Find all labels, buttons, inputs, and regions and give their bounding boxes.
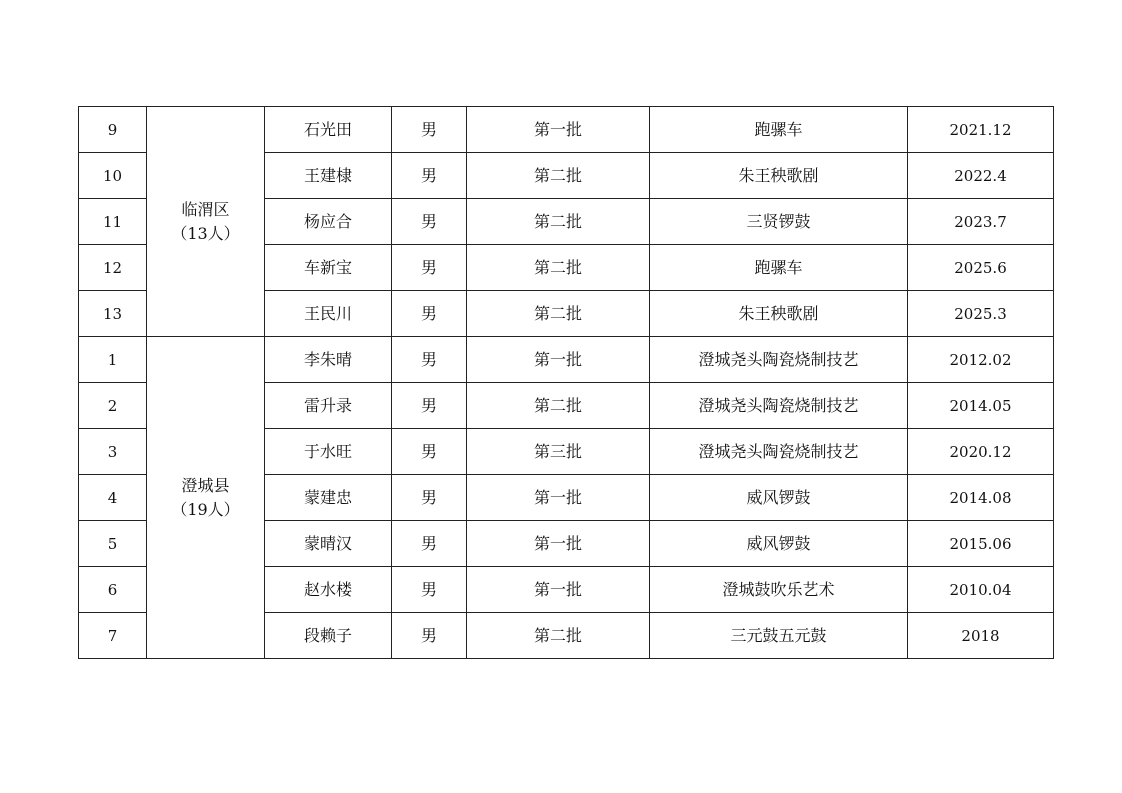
district-count: （13人） xyxy=(171,223,240,243)
row-number: 2 xyxy=(79,383,147,429)
gender: 男 xyxy=(392,337,467,383)
batch: 第一批 xyxy=(467,337,650,383)
gender: 男 xyxy=(392,199,467,245)
district-cell xyxy=(147,107,265,337)
gender: 男 xyxy=(392,153,467,199)
inheritor-name: 段赖子 xyxy=(265,613,392,659)
date: 2020.12 xyxy=(908,429,1054,475)
row-number: 12 xyxy=(79,245,147,291)
row-number: 7 xyxy=(79,613,147,659)
row-number: 10 xyxy=(79,153,147,199)
inheritor-name: 赵水楼 xyxy=(265,567,392,613)
inheritor-name: 李朱晴 xyxy=(265,337,392,383)
date: 2018 xyxy=(908,613,1054,659)
batch: 第二批 xyxy=(467,245,650,291)
inheritor-table xyxy=(78,106,1054,659)
batch: 第二批 xyxy=(467,291,650,337)
batch: 第二批 xyxy=(467,613,650,659)
row-number: 13 xyxy=(79,291,147,337)
batch: 第三批 xyxy=(467,429,650,475)
project: 威风锣鼓 xyxy=(650,521,908,567)
district-name: 临渭区 xyxy=(181,199,230,219)
date: 2015.06 xyxy=(908,521,1054,567)
inheritor-name: 王建棣 xyxy=(265,153,392,199)
project: 朱王秧歌剧 xyxy=(650,291,908,337)
inheritor-name: 雷升录 xyxy=(265,383,392,429)
project: 三元鼓五元鼓 xyxy=(650,613,908,659)
batch: 第二批 xyxy=(467,383,650,429)
batch: 第二批 xyxy=(467,153,650,199)
date: 2025.6 xyxy=(908,245,1054,291)
date: 2022.4 xyxy=(908,153,1054,199)
date: 2014.05 xyxy=(908,383,1054,429)
table-row xyxy=(79,337,1054,383)
inheritor-name: 石光田 xyxy=(265,107,392,153)
date: 2025.3 xyxy=(908,291,1054,337)
row-number: 3 xyxy=(79,429,147,475)
row-number: 9 xyxy=(79,107,147,153)
project: 朱王秧歌剧 xyxy=(650,153,908,199)
table-row xyxy=(79,107,1054,153)
row-number: 4 xyxy=(79,475,147,521)
gender: 男 xyxy=(392,429,467,475)
project: 澄城尧头陶瓷烧制技艺 xyxy=(650,337,908,383)
inheritor-name: 蒙晴汉 xyxy=(265,521,392,567)
batch: 第二批 xyxy=(467,199,650,245)
batch: 第一批 xyxy=(467,107,650,153)
row-number: 6 xyxy=(79,567,147,613)
gender: 男 xyxy=(392,567,467,613)
inheritor-name: 于水旺 xyxy=(265,429,392,475)
date: 2012.02 xyxy=(908,337,1054,383)
date: 2014.08 xyxy=(908,475,1054,521)
inheritor-name: 王民川 xyxy=(265,291,392,337)
inheritor-table-page xyxy=(78,106,1053,659)
gender: 男 xyxy=(392,521,467,567)
district-cell xyxy=(147,337,265,659)
batch: 第一批 xyxy=(467,567,650,613)
batch: 第一批 xyxy=(467,521,650,567)
inheritor-name: 车新宝 xyxy=(265,245,392,291)
project: 跑骡车 xyxy=(650,107,908,153)
gender: 男 xyxy=(392,107,467,153)
district-name: 澄城县 xyxy=(181,475,230,495)
inheritor-table-body xyxy=(79,107,1054,659)
date: 2021.12 xyxy=(908,107,1054,153)
gender: 男 xyxy=(392,245,467,291)
project: 澄城鼓吹乐艺术 xyxy=(650,567,908,613)
project: 威风锣鼓 xyxy=(650,475,908,521)
project: 澄城尧头陶瓷烧制技艺 xyxy=(650,383,908,429)
gender: 男 xyxy=(392,291,467,337)
batch: 第一批 xyxy=(467,475,650,521)
row-number: 11 xyxy=(79,199,147,245)
inheritor-name: 蒙建忠 xyxy=(265,475,392,521)
district-count: （19人） xyxy=(171,499,240,519)
project: 三贤锣鼓 xyxy=(650,199,908,245)
date: 2023.7 xyxy=(908,199,1054,245)
row-number: 1 xyxy=(79,337,147,383)
gender: 男 xyxy=(392,475,467,521)
inheritor-name: 杨应合 xyxy=(265,199,392,245)
gender: 男 xyxy=(392,383,467,429)
gender: 男 xyxy=(392,613,467,659)
project: 澄城尧头陶瓷烧制技艺 xyxy=(650,429,908,475)
row-number: 5 xyxy=(79,521,147,567)
project: 跑骡车 xyxy=(650,245,908,291)
date: 2010.04 xyxy=(908,567,1054,613)
